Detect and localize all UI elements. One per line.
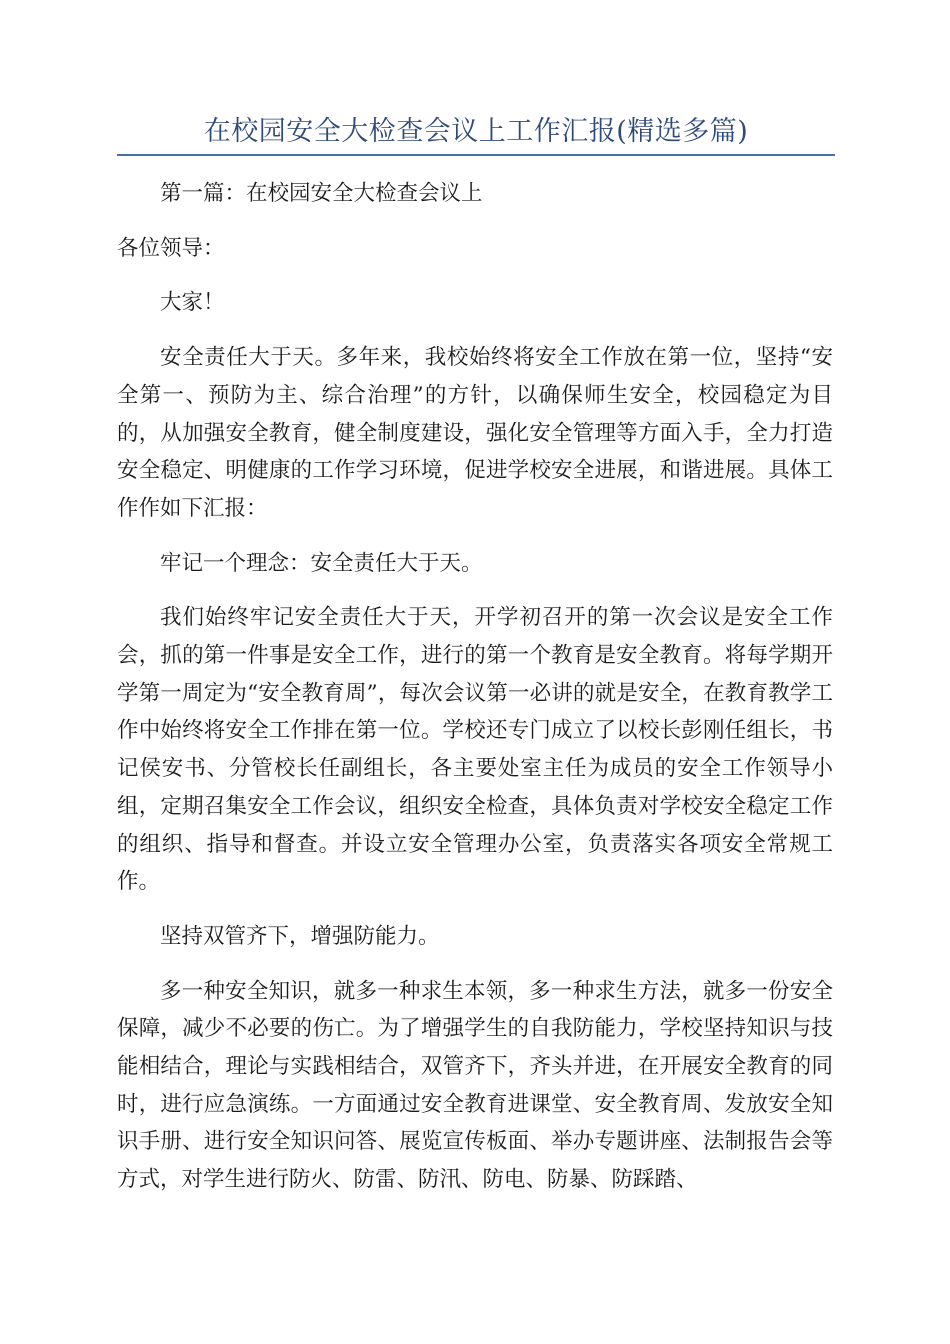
salutation: 各位领导： <box>117 235 225 261</box>
body-paragraph: 多一种安全知识，就多一种求生本领，多一种求生方法，就多一份安全保障，减少不必要的伤亡。为了增强学生的自我防能力，学校坚持知识与技能相结合，理论与实践相结合，双管齐下，齐头并进，在开展安全教育的同时，进行应急演练。一方面通过安全教育进课堂、安全教育周、发放安全知识手册、进行安全知识问答、展览宣传板面、举办专题讲座、法制报告会等方式，对学生进行防火、防雷、防汛、防电、防暴、防踩踏、 <box>117 978 833 1193</box>
document-title: 在校园安全大检查会议上工作汇报(精选多篇) <box>203 116 749 147</box>
title-underline <box>117 154 835 156</box>
subheading: 牢记一个理念：安全责任大于天。 <box>160 550 483 576</box>
document-body <box>117 175 833 1216</box>
greeting: 大家！ <box>160 290 225 316</box>
section-heading: 第一篇：在校园安全大检查会议上 <box>160 181 483 206</box>
subheading: 坚持双管齐下，增强防能力。 <box>160 923 440 949</box>
body-paragraph: 我们始终牢记安全责任大于天，开学初召开的第一次会议是安全工作会，抓的第一件事是安全工作，进行的第一个教育是安全教育。将每学期开学第一周定为“安全教育周”，每次会议第一必讲的就是安全，在教育教学工作中始终将安全工作排在第一位。学校还专门成立了以校长彭刚任组长，书记侯安书、分管校长任副组长，各主要处室主任为成员的安全工作领导小组，定期召集安全工作会议，组织安全检查，具体负责对学校安全稳定工作的组织、指导和督查。并设立安全管理办公室，负责落实各项安全常规工作。 <box>117 605 833 895</box>
body-paragraph: 安全责任大于天。多年来，我校始终将安全工作放在第一位，坚持“安全第一、预防为主、综合治理”的方针，以确保师生安全，校园稳定为目的，从加强安全教育，健全制度建设，强化安全管理等方面入手，全力打造安全稳定、明健康的工作学习环境，促进学校安全进展，和谐进展。具体工作作如下汇报： <box>117 345 833 521</box>
